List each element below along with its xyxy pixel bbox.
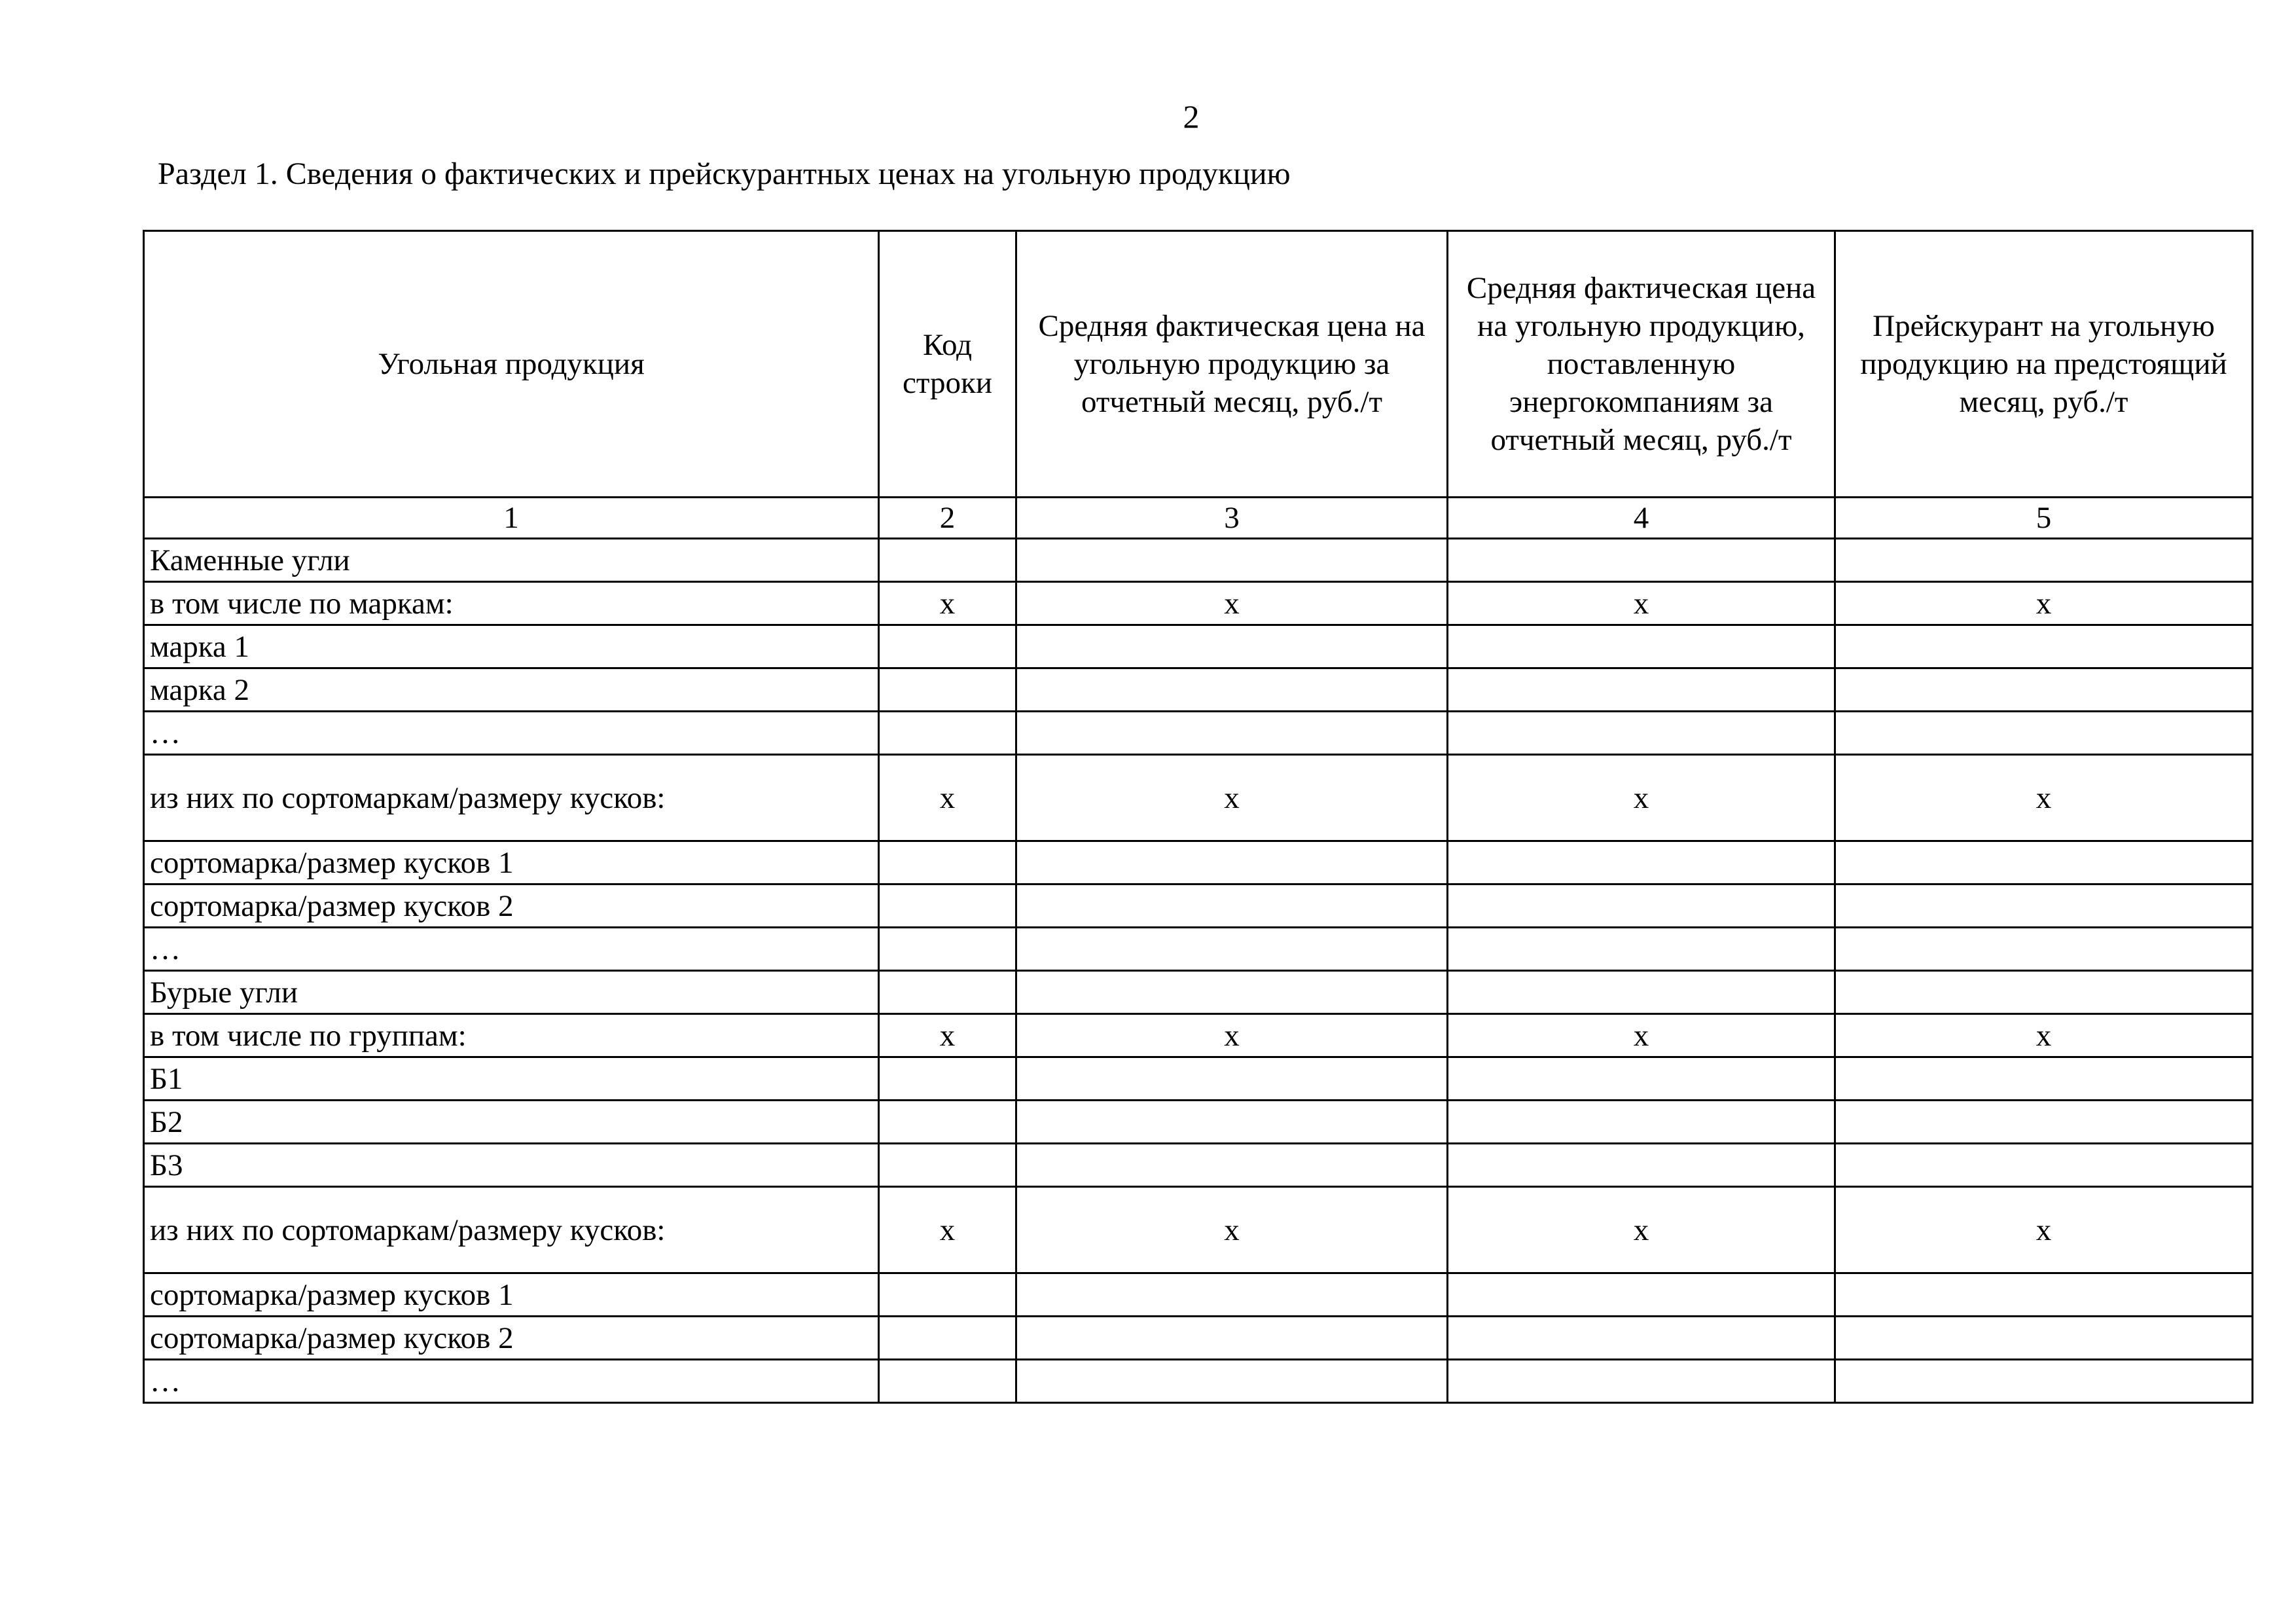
row-code-cell: x [879, 1187, 1016, 1273]
table-row [144, 1101, 2253, 1144]
row-label: … [144, 1360, 879, 1403]
value-cell[interactable] [1448, 1360, 1835, 1403]
row-label: Б2 [144, 1101, 879, 1144]
value-cell[interactable] [1835, 625, 2253, 668]
value-cell[interactable] [1016, 1057, 1448, 1101]
value-cell[interactable] [1016, 841, 1448, 884]
table-row [144, 884, 2253, 928]
column-header-price-list: Прейскурант на угольную продукцию на предстоящий месяц, руб./т [1835, 231, 2253, 498]
row-code-cell[interactable] [879, 1273, 1016, 1317]
value-cell[interactable] [1448, 1317, 1835, 1360]
row-code-cell: x [879, 1014, 1016, 1057]
table-row [144, 841, 2253, 884]
table-row [144, 928, 2253, 971]
table-row [144, 1273, 2253, 1317]
value-cell: x [1448, 582, 1835, 625]
value-cell[interactable] [1448, 1101, 1835, 1144]
row-code-cell[interactable] [879, 539, 1016, 582]
table-header-row [144, 231, 2253, 498]
value-cell[interactable] [1835, 1273, 2253, 1317]
value-cell[interactable] [1835, 971, 2253, 1014]
value-cell[interactable] [1835, 1144, 2253, 1187]
row-code-cell[interactable] [879, 668, 1016, 712]
column-number: 4 [1448, 498, 1835, 539]
value-cell: x [1448, 1014, 1835, 1057]
row-label: в том числе по группам: [144, 1014, 879, 1057]
row-code-cell[interactable] [879, 1360, 1016, 1403]
section-title: Раздел 1. Сведения о фактических и прейскурантных ценах на угольную продукцию [158, 156, 1291, 191]
value-cell[interactable] [1016, 1144, 1448, 1187]
table-row [144, 1317, 2253, 1360]
value-cell[interactable] [1016, 625, 1448, 668]
table-row [144, 539, 2253, 582]
value-cell: x [1835, 1187, 2253, 1273]
value-cell: x [1448, 1187, 1835, 1273]
table-row [144, 712, 2253, 755]
value-cell[interactable] [1448, 668, 1835, 712]
column-header-avg-price-energy: Средняя фактическая цена на угольную продукцию, поставленную энергокомпаниям за отчетный месяц, руб./т [1448, 231, 1835, 498]
value-cell[interactable] [1448, 971, 1835, 1014]
value-cell[interactable] [1835, 1317, 2253, 1360]
column-number: 3 [1016, 498, 1448, 539]
value-cell[interactable] [1835, 841, 2253, 884]
column-header-row-code: Код строки [879, 231, 1016, 498]
value-cell[interactable] [1016, 928, 1448, 971]
value-cell[interactable] [1448, 1273, 1835, 1317]
row-label: сортомарка/размер кусков 1 [144, 841, 879, 884]
value-cell[interactable] [1016, 1360, 1448, 1403]
row-code-cell[interactable] [879, 928, 1016, 971]
value-cell[interactable] [1448, 928, 1835, 971]
value-cell[interactable] [1016, 884, 1448, 928]
column-numbers-row [144, 498, 2253, 539]
table-row [144, 1057, 2253, 1101]
row-code-cell[interactable] [879, 1144, 1016, 1187]
row-label: Каменные угли [144, 539, 879, 582]
value-cell[interactable] [1016, 1101, 1448, 1144]
row-label: из них по сортомаркам/размеру кусков: [144, 755, 879, 841]
row-code-cell[interactable] [879, 625, 1016, 668]
row-label: марка 1 [144, 625, 879, 668]
value-cell: x [1835, 582, 2253, 625]
value-cell[interactable] [1835, 1057, 2253, 1101]
value-cell[interactable] [1448, 712, 1835, 755]
value-cell[interactable] [1835, 928, 2253, 971]
value-cell[interactable] [1835, 712, 2253, 755]
row-label: в том числе по маркам: [144, 582, 879, 625]
row-code-cell[interactable] [879, 1101, 1016, 1144]
value-cell[interactable] [1835, 539, 2253, 582]
row-code-cell[interactable] [879, 841, 1016, 884]
value-cell[interactable] [1448, 625, 1835, 668]
value-cell[interactable] [1016, 539, 1448, 582]
value-cell: x [1016, 1187, 1448, 1273]
value-cell[interactable] [1448, 1057, 1835, 1101]
table-row [144, 1187, 2253, 1273]
value-cell[interactable] [1016, 712, 1448, 755]
table-row [144, 1360, 2253, 1403]
column-number: 1 [144, 498, 879, 539]
page-number: 2 [1183, 98, 1200, 135]
value-cell[interactable] [1448, 884, 1835, 928]
row-code-cell: x [879, 582, 1016, 625]
value-cell[interactable] [1016, 1317, 1448, 1360]
column-number: 5 [1835, 498, 2253, 539]
table-row [144, 1014, 2253, 1057]
value-cell: x [1016, 582, 1448, 625]
row-label: … [144, 928, 879, 971]
value-cell: x [1835, 755, 2253, 841]
row-label: Бурые угли [144, 971, 879, 1014]
value-cell[interactable] [1835, 668, 2253, 712]
row-label: Б1 [144, 1057, 879, 1101]
table-row [144, 582, 2253, 625]
row-label: сортомарка/размер кусков 2 [144, 1317, 879, 1360]
row-code-cell: x [879, 755, 1016, 841]
row-code-cell[interactable] [879, 1317, 1016, 1360]
row-code-cell[interactable] [879, 712, 1016, 755]
table-row [144, 625, 2253, 668]
table-row [144, 971, 2253, 1014]
value-cell: x [1016, 755, 1448, 841]
value-cell[interactable] [1016, 668, 1448, 712]
coal-price-table [143, 230, 2253, 1404]
row-label: … [144, 712, 879, 755]
column-header-product: Угольная продукция [144, 231, 879, 498]
value-cell[interactable] [1448, 539, 1835, 582]
value-cell: x [1835, 1014, 2253, 1057]
value-cell[interactable] [1448, 1144, 1835, 1187]
value-cell: x [1016, 1014, 1448, 1057]
value-cell: x [1448, 755, 1835, 841]
row-code-cell[interactable] [879, 971, 1016, 1014]
value-cell[interactable] [1835, 884, 2253, 928]
row-code-cell[interactable] [879, 1057, 1016, 1101]
row-label: марка 2 [144, 668, 879, 712]
column-header-avg-actual-price: Средняя фактическая цена на угольную продукцию за отчетный месяц, руб./т [1016, 231, 1448, 498]
row-label: сортомарка/размер кусков 1 [144, 1273, 879, 1317]
row-label: Б3 [144, 1144, 879, 1187]
value-cell[interactable] [1016, 971, 1448, 1014]
value-cell[interactable] [1835, 1360, 2253, 1403]
value-cell[interactable] [1016, 1273, 1448, 1317]
table-row [144, 1144, 2253, 1187]
column-number: 2 [879, 498, 1016, 539]
row-label: из них по сортомаркам/размеру кусков: [144, 1187, 879, 1273]
row-label: сортомарка/размер кусков 2 [144, 884, 879, 928]
value-cell[interactable] [1448, 841, 1835, 884]
value-cell[interactable] [1835, 1101, 2253, 1144]
table-row [144, 755, 2253, 841]
table-row [144, 668, 2253, 712]
row-code-cell[interactable] [879, 884, 1016, 928]
